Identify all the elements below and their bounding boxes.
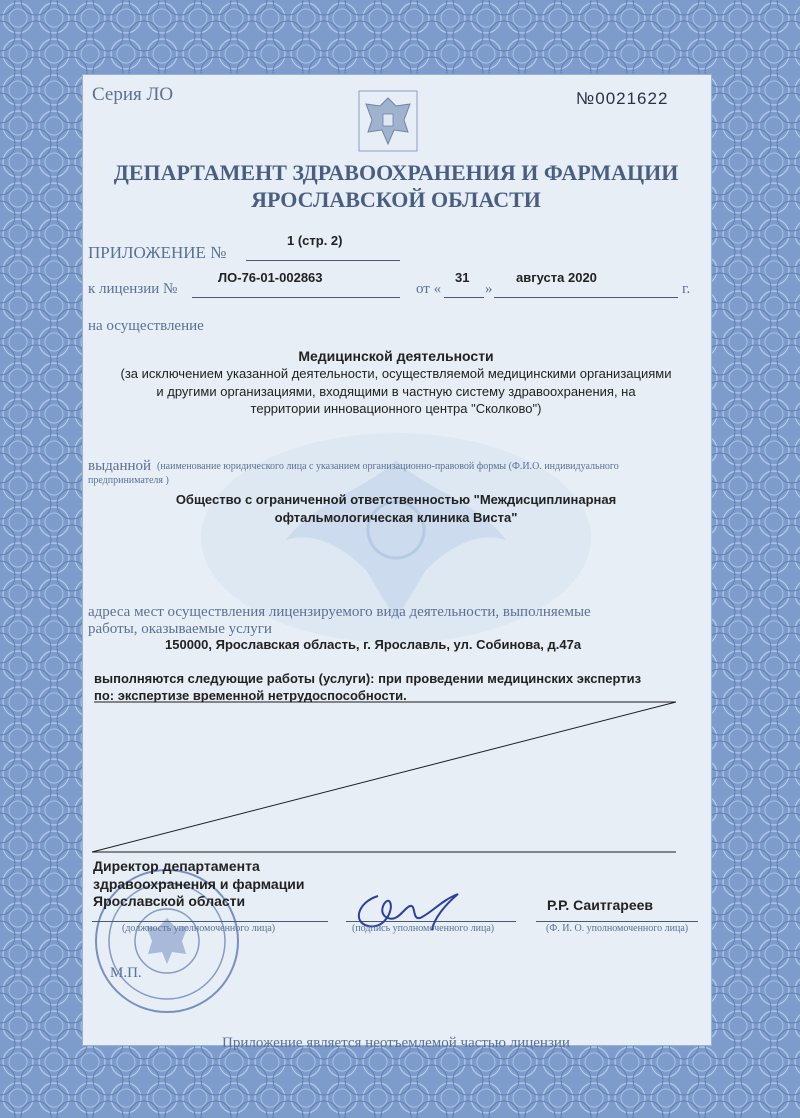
license-label: к лицензии № — [88, 281, 178, 297]
signatory-position-line1: Директор департамента — [93, 858, 260, 874]
license-number: ЛО-76-01-002863 — [218, 270, 323, 285]
department-title-line2: ЯРОСЛАВСКОЙ ОБЛАСТИ — [251, 187, 541, 212]
issued-hint-line1: (наименование юридического лица с указанием организационно-правовой формы (Ф.И.О. индивидуального — [157, 461, 619, 472]
license-month-underline — [494, 297, 678, 298]
license-year-suffix: г. — [682, 281, 691, 297]
activity-title: Медицинской деятельности — [298, 348, 494, 364]
organization-name-line2: офтальмологическая клиника Виста" — [274, 510, 518, 525]
position-caption: (должность уполномоченного лица) — [122, 923, 276, 934]
activity-details-line3: территории инновационного центра "Сколково") — [250, 401, 542, 416]
series-label: Серия ЛО — [92, 84, 174, 105]
address-label-line1: адреса мест осуществления лицензируемого вида деятельности, выполняемые — [88, 604, 591, 620]
appendix-number-underline — [246, 260, 400, 261]
signature-caption: (подпись уполномоченного лица) — [352, 923, 495, 934]
activity-label: на осуществление — [88, 318, 204, 334]
signatory-position-line2: здравоохранения и фармации — [93, 876, 305, 892]
activity-details-line2: и другими организациями, входящими в частную систему здравоохранения, на — [156, 384, 636, 399]
appendix-number: 1 (стр. 2) — [287, 233, 343, 248]
works-line1: выполняются следующие работы (услуги): при проведении медицинских экспертиз — [94, 671, 642, 686]
activity-details-line1: (за исключением указанной деятельности, осуществляемой медицинскими организациями — [120, 366, 672, 381]
works-line2: по: экспертизе временной нетрудоспособности. — [94, 688, 407, 703]
footer-note: Приложение является неотъемлемой частью лицензии — [222, 1035, 570, 1051]
signatory-name: Р.Р. Саитгареев — [547, 897, 654, 913]
appendix-label: ПРИЛОЖЕНИЕ № — [88, 243, 227, 262]
license-number-underline — [192, 297, 400, 298]
seal-label: М.П. — [110, 965, 142, 981]
license-day: 31 — [455, 270, 470, 285]
address-label-line2: работы, оказываемые услуги — [88, 621, 272, 637]
signatory-position-line3: Ярославской области — [93, 893, 246, 909]
department-title-line1: ДЕПАРТАМЕНТ ЗДРАВООХРАНЕНИЯ И ФАРМАЦИИ — [113, 160, 679, 185]
license-month-year: августа 2020 — [516, 270, 597, 285]
name-caption: (Ф. И. О. уполномоченного лица) — [546, 923, 689, 934]
position-underline — [92, 921, 328, 922]
name-underline — [536, 921, 698, 922]
issued-hint-line2: предпринимателя ) — [88, 475, 169, 486]
license-day-underline — [444, 297, 484, 298]
license-date-prefix: от « — [416, 281, 442, 297]
issued-label: выданной — [88, 458, 152, 474]
blank-space-strikeout — [90, 700, 690, 860]
coat-of-arms-icon — [358, 90, 418, 152]
license-date-mid: » — [485, 281, 493, 297]
document-number: №0021622 — [576, 89, 669, 108]
organization-name-line1: Общество с ограниченной ответственностью "Междисциплинарная — [175, 492, 617, 507]
address-value: 150000, Ярославская область, г. Ярославль, ул. Собинова, д.47а — [165, 637, 582, 652]
